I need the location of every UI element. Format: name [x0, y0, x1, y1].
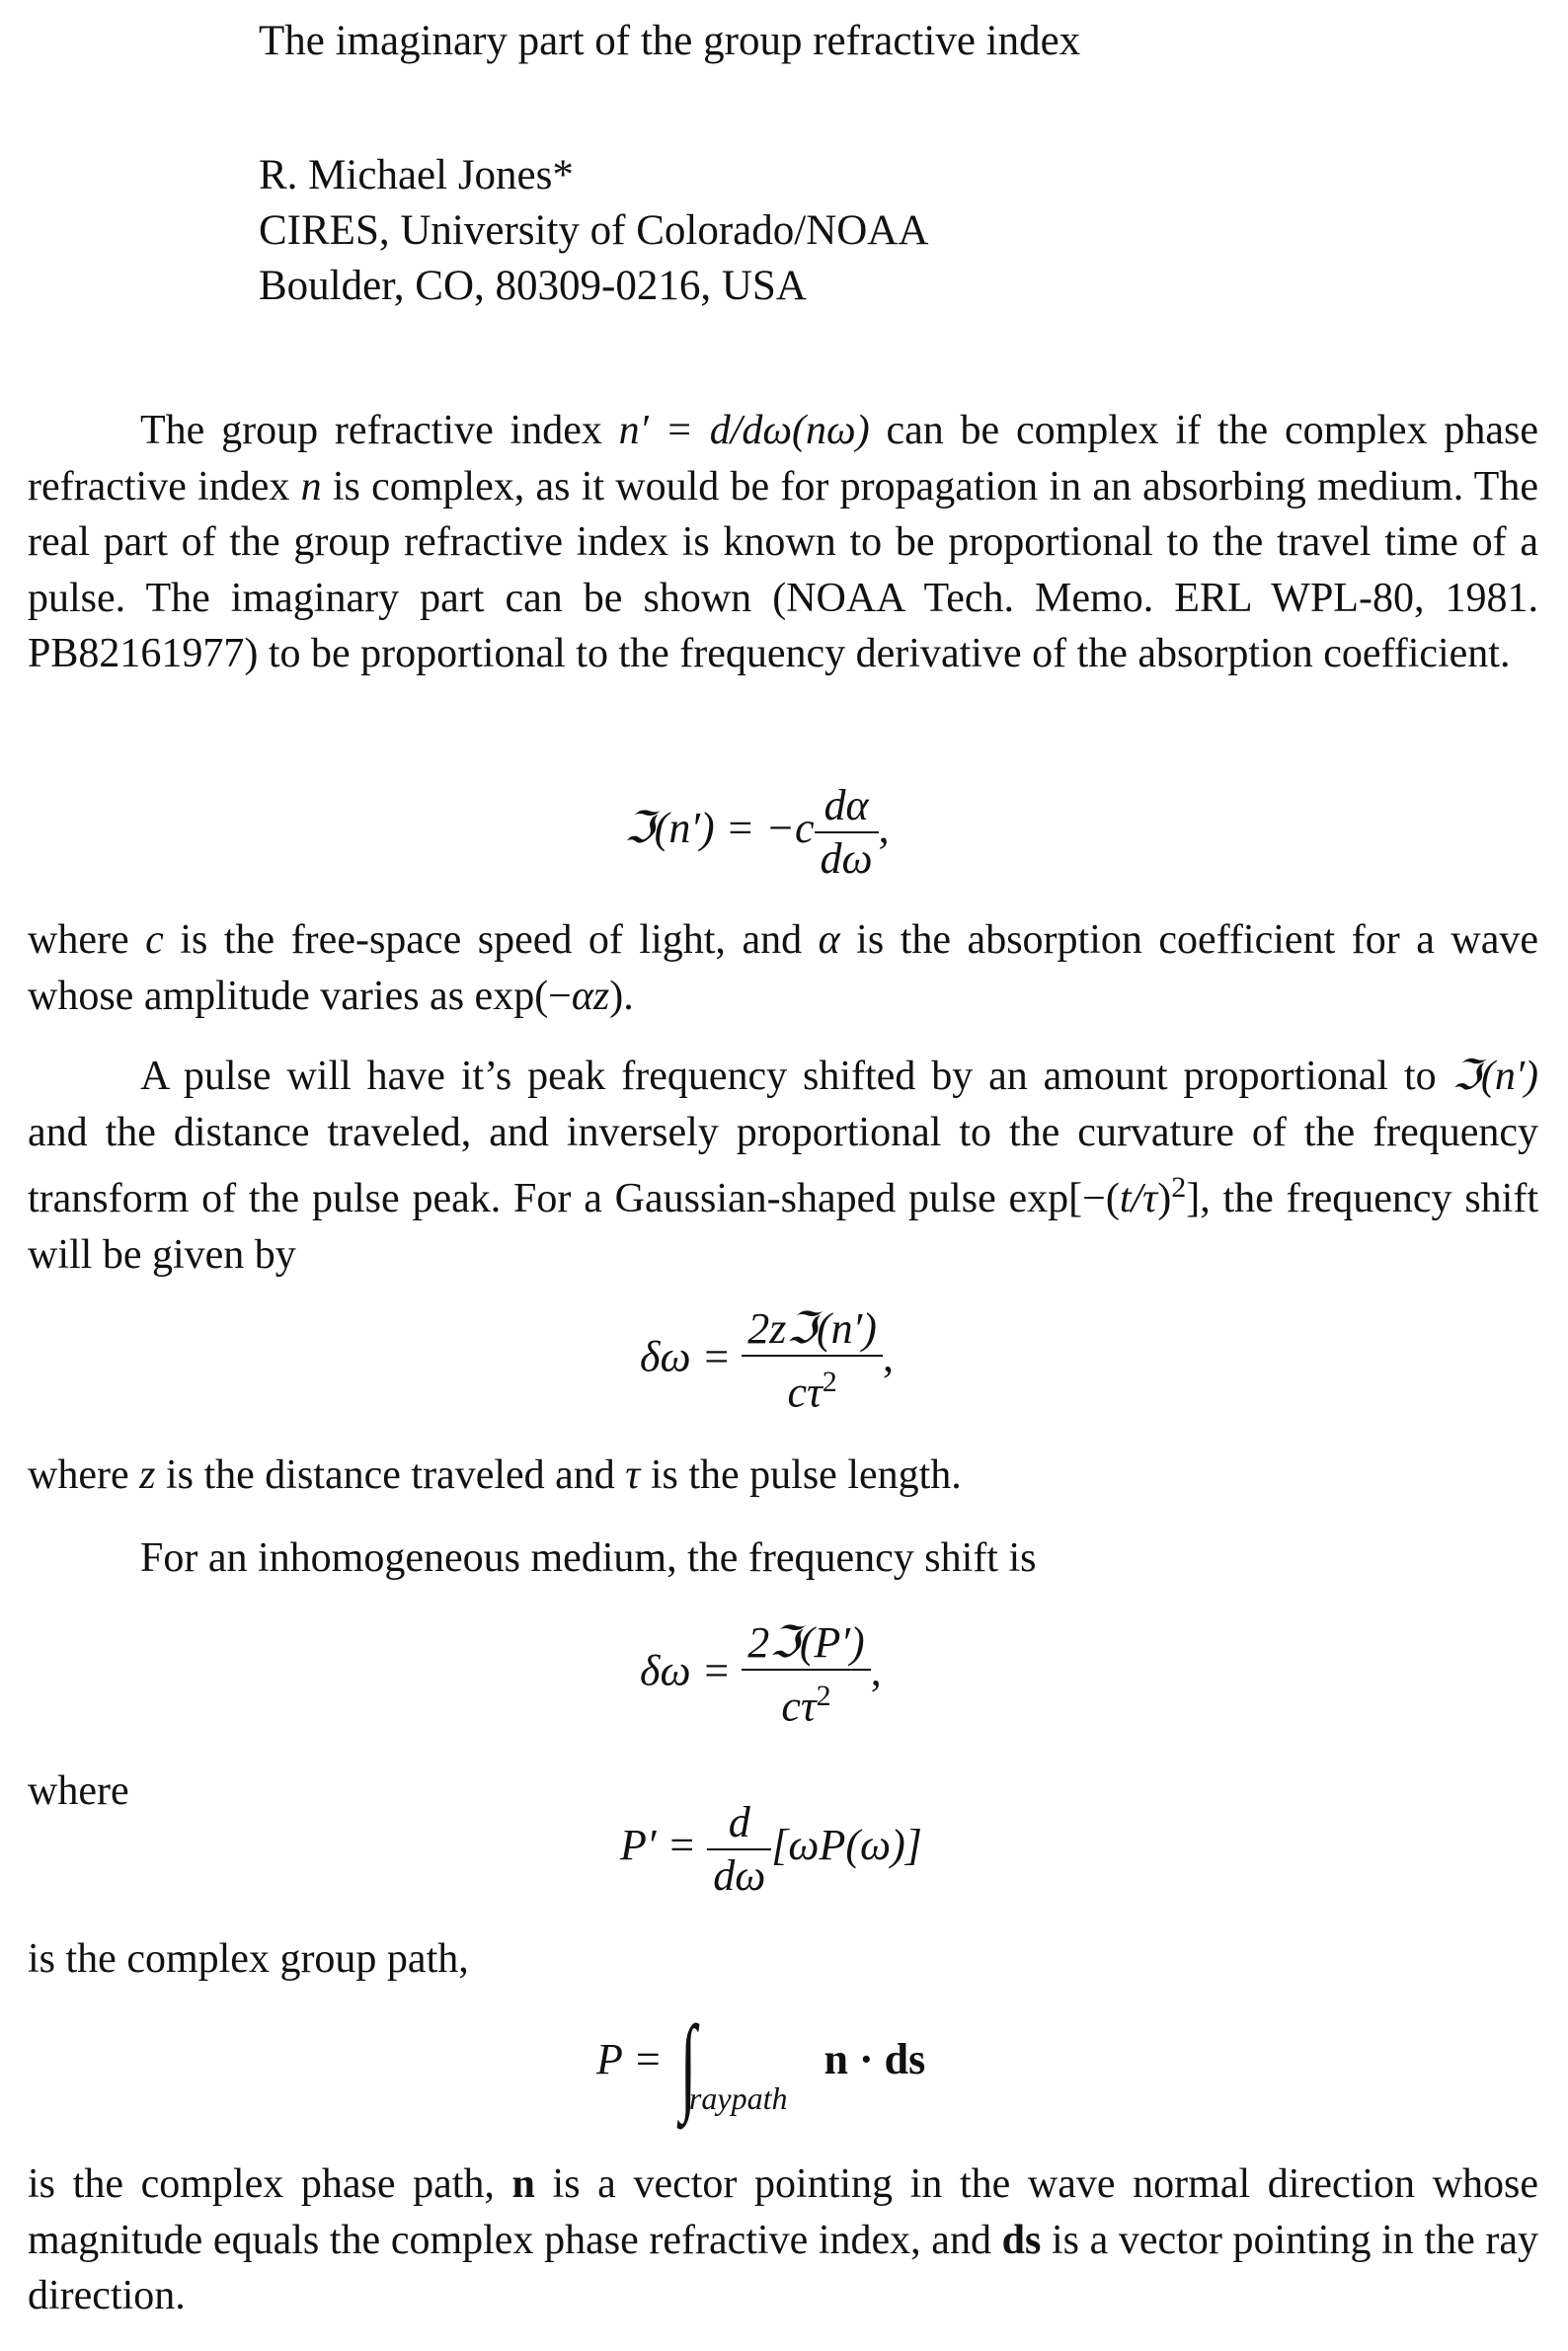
fraction: $\frac{d\alpha}{d\omega}$ [815, 780, 879, 885]
paragraph-intro: The group refractive index n′ = d/dω(nω) can be complex if the complex phase refractive index n is complex, as it would be for propagation in an absorbing medium. The real part of the group refractive index is known to be proportional to the travel time of a pulse. The imaginary part can be shown (NOAA Tech. Memo. ERL WPL-80, 1981. PB82161977) to be proportional to the frequency derivative of the absorption coefficient. [28, 408, 1538, 676]
author-name: R. Michael Jones* [259, 152, 574, 198]
inline-math-group-index: n′ = d/dω(nω) [618, 408, 870, 453]
fraction: $\frac{\text{2ℑ(P′)}}{c\tau^2}$ [742, 1617, 871, 1733]
author-block [259, 148, 928, 314]
paragraph-inhomogeneous: For an inhomogeneous medium, the frequency shift is [140, 1535, 1037, 1581]
paper-title: The imaginary part of the group refractive index [259, 18, 1081, 64]
fraction: $\frac{\text{2zℑ(n′)}}{c\tau^2}$ [742, 1303, 883, 1419]
author-address: Boulder, CO, 80309-0216, USA [259, 263, 807, 309]
paragraph-where-z: where z is the distance traveled and τ is the pulse length. [28, 1452, 962, 1498]
equation-im-nprime: ℑ(n′) = −c $\frac{d\alpha}{d\omega}$ , [624, 781, 890, 883]
author-affiliation: CIRES, University of Colorado/NOAA [259, 207, 929, 254]
paragraph-where: where [28, 1768, 129, 1814]
equation-frequency-shift-inhomogeneous: δω = $\frac{\text{2ℑ(P′)}}{c\tau^2}$ , [640, 1618, 882, 1731]
equation-group-path: P′ = $\frac{d}{d\omega}$ [ωP(ω)] [620, 1798, 922, 1900]
paragraph-complex-group-path: is the complex group path, [28, 1936, 469, 1982]
integral-symbol: ∫ [679, 2003, 697, 2124]
paragraph-phase-path: is the complex phase path, n is a vector pointing in the wave normal direction whose magnitude equals the complex phase refractive index, and ds is a vector pointing in the ray direction. [28, 2161, 1538, 2318]
fraction: $\frac{d}{d\omega}$ [707, 1797, 771, 1902]
inline-math-n: n [300, 463, 322, 509]
paragraph-pulse: A pulse will have it’s peak frequency shifted by an amount proportional to ℑ(n′) and the distance traveled, and inversely proportional to the curvature of the frequency transform of the pulse peak. For a Gaussian-shaped pulse $\exp[-(t/\tau)^2]$, the frequency shift will be given by [28, 1054, 1538, 1278]
paragraph-definitions: where c is the free-space speed of light, and α is the absorption coefficient for a wave whose amplitude varies as exp(−αz). [28, 917, 1538, 1019]
equation-phase-path: $P = \int_{raypath}$ n · ds [596, 2003, 926, 2124]
equation-frequency-shift: δω = $\frac{\text{2zℑ(n′)}}{c\tau^2}$ , [640, 1304, 894, 1417]
